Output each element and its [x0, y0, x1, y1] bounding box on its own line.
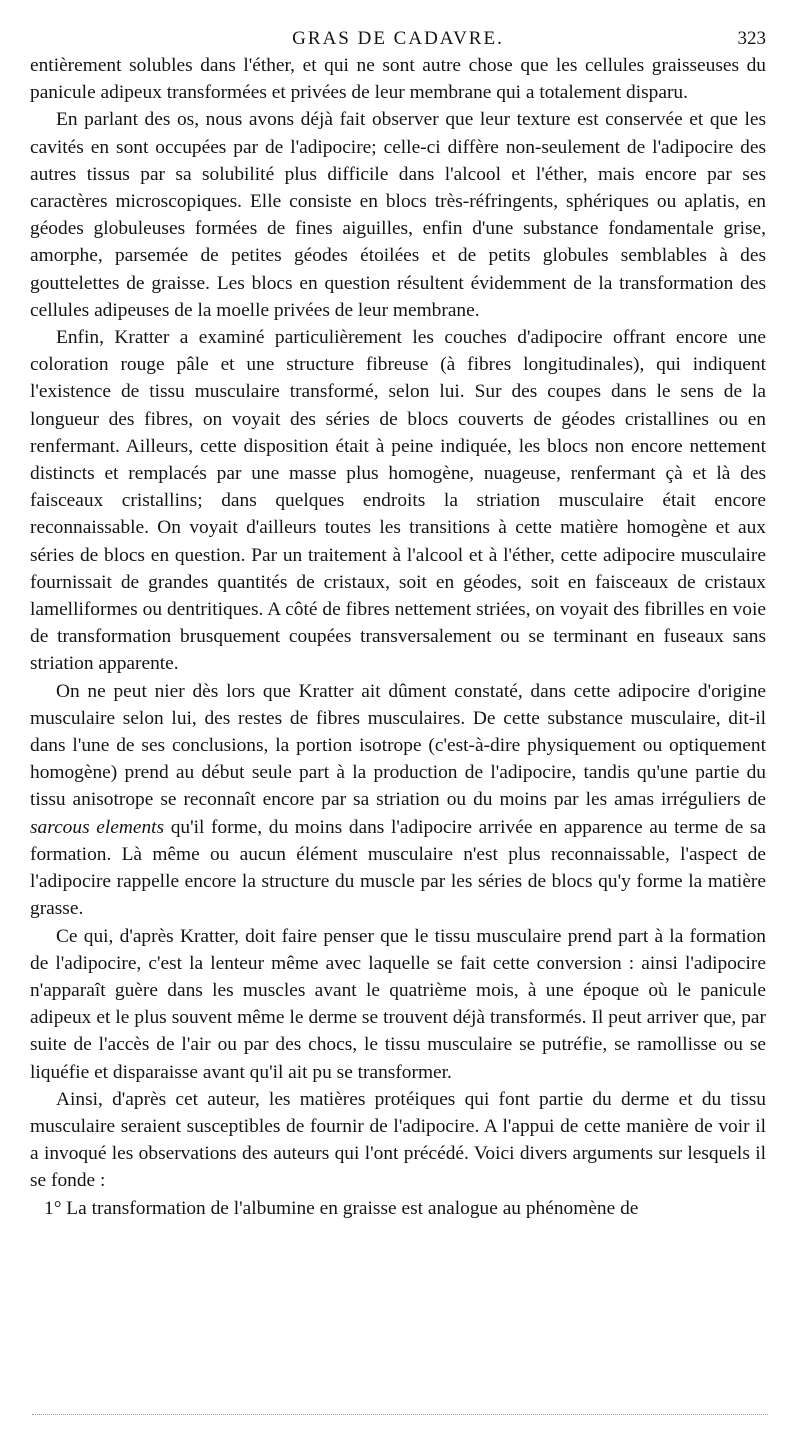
paragraph-text: On ne peut nier dès lors que Kratter ait dûment constaté, dans cette adipocire d'origine musculaire selon lui, des restes de fibres musculaires. De cette substance musculaire, dit-il dans l'une de ses conclusions, la portion isotrope (c'est-à-dire physiquement ou optiquement homogène) prend au début seule part à la production de l'adipocire, tandis qu'une partie du tissu anisotrope se reconnaît encore par sa striation ou du moins par les amas irréguliers de — [30, 680, 766, 811]
paragraph-continuation: entièrement solubles dans l'éther, et qui ne sont autre chose que les cellules graisseuses du panicule adipeux transformées et privées de leur membrane qui a totalement disparu. — [30, 55, 766, 104]
document-page — [30, 22, 766, 1222]
page-number: 323 — [737, 28, 766, 49]
running-head — [30, 22, 766, 52]
paragraph-bones: En parlant des os, nous avons déjà fait observer que leur texture est conservée et que les cavités en sont occupées par de l'adipocire; celle-ci diffère non-seulement de l'adipocire des autres tissus par sa solubilité plus difficile dans l'alcool et l'éther, mais encore par ses caractères microscopiques. Elle consiste en blocs très-réfringents, sphériques ou aplatis, en géodes globuleuses formées de fines aiguilles, enfin d'une substance fondamentale grise, amorphe, parsemée de petites géodes étoilées et de petits globules semblables à des gouttelettes de graisse. Les blocs en question résultent évidemment de la transformation des cellules adipeuses de la moelle privées de leur membrane. — [30, 109, 766, 321]
body-text — [30, 52, 766, 1222]
italic-term: sarcous elements — [30, 816, 165, 838]
bottom-edge-rule — [32, 1414, 768, 1415]
paragraph-text: qu'il forme, du moins dans l'adipocire arrivée en apparence au terme de sa formation. Là même ou aucun élément musculaire n'est plus reconnaissable, l'aspect de l'adipocire rappelle encore la structure du muscle par les séries de blocs qu'y forme la matière grasse. — [30, 816, 766, 920]
running-title: GRAS DE CADAVRE. — [292, 28, 504, 49]
paragraph-slow-conversion: Ce qui, d'après Kratter, doit faire penser que le tissu musculaire prend part à la formation de l'adipocire, c'est la lenteur même avec laquelle se fait cette conversion : ainsi l'adipocire n'apparaît guère dans les muscles avant le quatrième mois, à une époque où le panicule adipeux et le plus souvent même le derme se trouvent déjà transformés. Il peut arriver que, par suite de l'accès de l'air ou par des chocs, le tissu musculaire se putréfie, se ramollisse ou se liquéfie et disparaisse avant qu'il ait pu se transformer. — [30, 925, 766, 1083]
paragraph-protein-matters: Ainsi, d'après cet auteur, les matières protéiques qui font partie du derme et du tissu musculaire seraient susceptibles de fournir de l'adipocire. A l'appui de cette manière de voir il a invoqué les observations des auteurs qui l'ont précédé. Voici divers arguments sur lesquels il se fonde : — [30, 1088, 766, 1192]
paragraph-kratter-observations: Enfin, Kratter a examiné particulièrement les couches d'adipocire offrant encore une coloration rouge pâle et une structure fibreuse (à fibres longitudinales), qui indiquent l'existence de tissu musculaire transformé, selon lui. Sur des coupes dans le sens de la longueur des fibres, on voyait des séries de blocs couverts de géodes cristallines ou en renfermant. Ailleurs, cette disposition était à peine indiquée, les blocs non encore nettement distincts et remplacés par une masse plus homogène, nuageuse, renfermant çà et là des faisceaux cristallins; dans quelques endroits la striation musculaire était encore reconnaissable. On voyait d'ailleurs toutes les transitions à cette matière homogène et aux séries de blocs en question. Par un traitement à l'alcool et à l'éther, cette adipocire musculaire fournissait de grandes quantités de cristaux, soit en géodes, soit en faisceaux de cristaux lamelliformes ou dentritiques. A côté de fibres nettement striées, on voyait des fibrilles en voie de transformation brusquement coupées transversalement ou se terminant en fuseaux sans striation apparente. — [30, 327, 766, 675]
paragraph-argument-1: 1° La transformation de l'albumine en graisse est analogue au phénomène de — [44, 1197, 639, 1219]
paragraph-muscle-remains — [30, 678, 766, 923]
